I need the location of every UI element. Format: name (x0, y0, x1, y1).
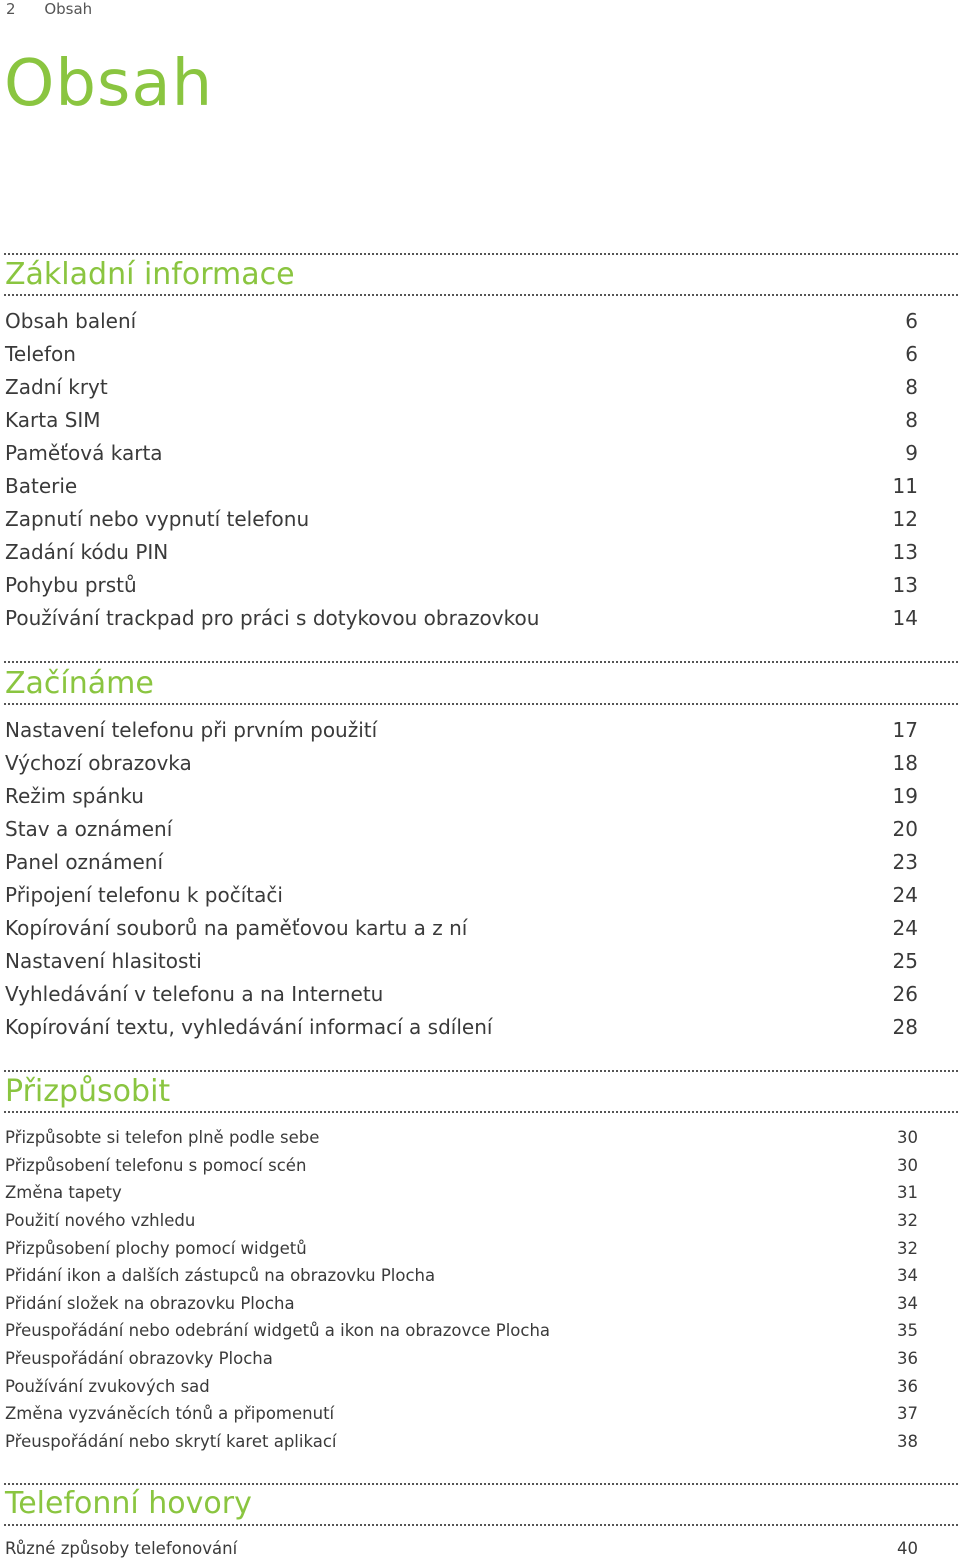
toc-entry[interactable] (5, 436, 918, 469)
toc-entry[interactable] (5, 1152, 918, 1180)
section-heading: Začínáme (5, 666, 154, 701)
toc-entry-page: 30 (897, 1128, 918, 1148)
toc-entry-page: 23 (892, 849, 918, 874)
toc-entry-label: Obsah balení (5, 308, 137, 333)
toc-entry[interactable] (5, 403, 918, 436)
toc-entry-page: 24 (892, 915, 918, 940)
toc-entry-label: Přizpůsobte si telefon plně podle sebe (5, 1128, 320, 1148)
page-title: Obsah (4, 47, 214, 121)
toc-entry-label: Nastavení hlasitosti (5, 948, 202, 973)
toc-entry-label: Použití nového vzhledu (5, 1211, 196, 1231)
toc-entry[interactable] (5, 1317, 918, 1345)
toc-entry[interactable] (5, 977, 918, 1010)
toc-entry-page: 18 (892, 750, 918, 775)
toc-entry-label: Kopírování textu, vyhledávání informací a sdílení (5, 1014, 493, 1039)
toc-entry-label: Výchozí obrazovka (5, 750, 192, 775)
toc-entry-label: Přizpůsobení plochy pomocí widgetů (5, 1238, 307, 1258)
toc-entry-label: Přidání složek na obrazovku Plocha (5, 1293, 295, 1313)
section-heading: Základní informace (5, 257, 295, 292)
section-heading: Telefonní hovory (5, 1486, 252, 1521)
toc-entry[interactable] (5, 1400, 918, 1428)
toc-entry-page: 40 (897, 1539, 918, 1559)
toc-entry-label: Změna tapety (5, 1183, 122, 1203)
toc-entry-page: 32 (897, 1211, 918, 1231)
toc-entry-page: 12 (892, 506, 918, 531)
toc-entry-label: Přeuspořádání nebo odebrání widgetů a ikon na obrazovce Plocha (5, 1321, 551, 1341)
toc-entry[interactable] (5, 1010, 918, 1043)
toc-entry-label: Přizpůsobení telefonu s pomocí scén (5, 1155, 307, 1175)
toc-entry-label: Přeuspořádání obrazovky Plocha (5, 1349, 273, 1369)
toc-entry-page: 24 (892, 882, 918, 907)
toc-entry-label: Zadání kódu PIN (5, 539, 169, 564)
toc-entry-label: Karta SIM (5, 407, 101, 432)
toc-entries (5, 713, 918, 1043)
toc-entry[interactable] (5, 1262, 918, 1290)
toc-entry-page: 36 (897, 1376, 918, 1396)
toc-entry-page: 36 (897, 1349, 918, 1369)
toc-entry[interactable] (5, 1207, 918, 1235)
section-top-rule (4, 1070, 958, 1072)
toc-entry-page: 31 (897, 1183, 918, 1203)
toc-entry-label: Pohybu prstů (5, 572, 137, 597)
toc-entry-label: Režim spánku (5, 783, 144, 808)
toc-entry-label: Přeuspořádání nebo skrytí karet aplikací (5, 1431, 337, 1451)
toc-entry-label: Používání zvukových sad (5, 1376, 210, 1396)
toc-entry[interactable] (5, 812, 918, 845)
toc-entry-label: Kopírování souborů na paměťovou kartu a z ní (5, 915, 468, 940)
toc-entries (5, 1535, 918, 1563)
toc-entry-label: Změna vyzváněcích tónů a připomenutí (5, 1404, 335, 1424)
toc-entry[interactable] (5, 746, 918, 779)
toc-entry[interactable] (5, 944, 918, 977)
toc-entry-label: Přidání ikon a dalších zástupců na obrazovku Plocha (5, 1266, 436, 1286)
section-bottom-rule (4, 703, 958, 705)
toc-entry[interactable] (5, 845, 918, 878)
toc-entry[interactable] (5, 1179, 918, 1207)
toc-entry-page: 14 (892, 605, 918, 630)
toc-entry-page: 13 (892, 539, 918, 564)
toc-entry[interactable] (5, 337, 918, 370)
toc-entry[interactable] (5, 502, 918, 535)
toc-entry[interactable] (5, 1372, 918, 1400)
toc-entries (5, 1124, 918, 1455)
toc-entry-page: 34 (897, 1266, 918, 1286)
toc-entry-page: 6 (905, 308, 918, 333)
toc-entry[interactable] (5, 713, 918, 746)
section-top-rule (4, 661, 958, 663)
toc-entry-label: Paměťová karta (5, 440, 163, 465)
toc-entry[interactable] (5, 370, 918, 403)
toc-entry-page: 26 (892, 981, 918, 1006)
toc-entry-label: Zapnutí nebo vypnutí telefonu (5, 506, 310, 531)
toc-entry-page: 17 (892, 717, 918, 742)
toc-entry-page: 34 (897, 1293, 918, 1313)
toc-entry-page: 19 (892, 783, 918, 808)
toc-entries (5, 304, 918, 634)
toc-entry[interactable] (5, 304, 918, 337)
toc-entry-page: 6 (905, 341, 918, 366)
toc-entry-label: Vyhledávání v telefonu a na Internetu (5, 981, 384, 1006)
toc-entry-page: 30 (897, 1155, 918, 1175)
section-bottom-rule (4, 1111, 958, 1113)
section-heading: Přizpůsobit (5, 1074, 171, 1109)
toc-entry-page: 8 (905, 407, 918, 432)
toc-entry-label: Panel oznámení (5, 849, 163, 874)
toc-entry-page: 38 (897, 1431, 918, 1451)
running-title: Obsah (44, 0, 93, 18)
section-bottom-rule (4, 294, 958, 296)
toc-entry[interactable] (5, 1124, 918, 1152)
running-header (6, 0, 92, 18)
toc-entry-page: 28 (892, 1014, 918, 1039)
toc-entry-page: 20 (892, 816, 918, 841)
toc-entry-label: Stav a oznámení (5, 816, 173, 841)
toc-entry-page: 32 (897, 1238, 918, 1258)
toc-entry-label: Nastavení telefonu při prvním použití (5, 717, 378, 742)
toc-entry-label: Připojení telefonu k počítači (5, 882, 283, 907)
toc-entry[interactable] (5, 535, 918, 568)
toc-entry[interactable] (5, 568, 918, 601)
section-top-rule (4, 253, 958, 255)
toc-entry[interactable] (5, 1535, 918, 1563)
section-bottom-rule (4, 1524, 958, 1526)
toc-entry-label: Používání trackpad pro práci s dotykovou obrazovkou (5, 605, 540, 630)
toc-entry-page: 9 (905, 440, 918, 465)
toc-entry[interactable] (5, 1234, 918, 1262)
toc-entry[interactable] (5, 779, 918, 812)
section-top-rule (4, 1483, 958, 1485)
toc-entry-page: 35 (897, 1321, 918, 1341)
page-number: 2 (6, 0, 16, 18)
toc-entry[interactable] (5, 1345, 918, 1373)
toc-entry-page: 13 (892, 572, 918, 597)
toc-entry-page: 25 (892, 948, 918, 973)
toc-entry-label: Baterie (5, 473, 78, 498)
toc-entry-page: 11 (892, 473, 918, 498)
toc-entry[interactable] (5, 1290, 918, 1318)
toc-entry-label: Telefon (5, 341, 76, 366)
toc-entry[interactable] (5, 601, 918, 634)
toc-entry-label: Různé způsoby telefonování (5, 1539, 238, 1559)
toc-entry-page: 37 (897, 1404, 918, 1424)
toc-entry[interactable] (5, 1428, 918, 1456)
toc-entry-label: Zadní kryt (5, 374, 108, 399)
toc-entry[interactable] (5, 878, 918, 911)
toc-entry[interactable] (5, 911, 918, 944)
toc-entry[interactable] (5, 469, 918, 502)
toc-entry-page: 8 (905, 374, 918, 399)
